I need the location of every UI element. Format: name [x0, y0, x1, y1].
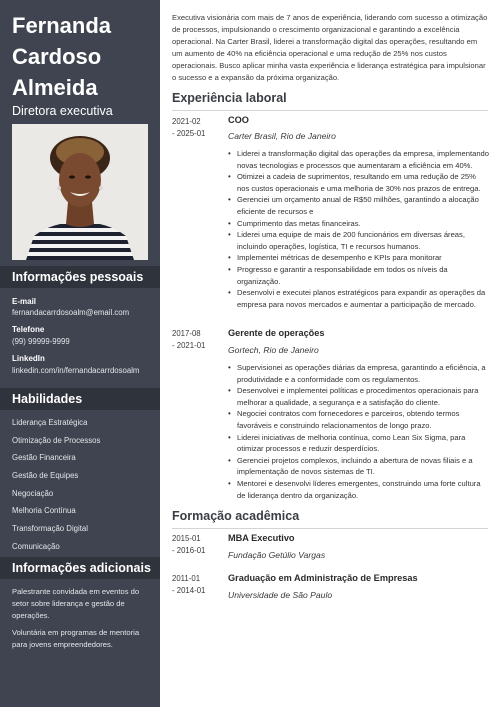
job-bullet: • Liderei iniciativas de melhoria contínua, como Lean Six Sigma, para otimizar processos e reduzir desperdícios. [228, 432, 490, 455]
email-label: E-mail [12, 297, 37, 306]
sidebar [0, 0, 160, 707]
job-title: Gerente de operações [228, 328, 325, 338]
name-line-1: Fernanda [12, 13, 112, 38]
skill-item: Comunicação [12, 542, 60, 551]
name-line-2: Cardoso [12, 44, 102, 69]
additional-info-heading: Informações adicionais [0, 557, 160, 579]
skill-item: Negociação [12, 489, 54, 498]
education-date-start: 2011-01 [172, 574, 201, 583]
name-line-3: Almeida [12, 75, 98, 100]
education-degree: MBA Executivo [228, 533, 295, 543]
job-dates [172, 328, 224, 352]
education-school: Universidade de São Paulo [228, 590, 333, 600]
job-date-end: - 2025-01 [172, 129, 206, 138]
job-bullet: • Negociei contratos com fornecedores e parceiros, obtendo termos favoráveis e construindo relacionamentos de longo prazo. [228, 408, 490, 431]
job-bullet: • Desenvolvi e executei planos estratégicos para expandir as operações da empresa para novos mercados e aumentar a participação de mercado. [228, 287, 490, 310]
job-bullet: • Mentorei e desenvolvi líderes emergentes, construindo uma forte cultura de liderança dentro da organização. [228, 478, 490, 501]
job-bullet: • Implementei métricas de desempenho e KPIs para monitorar [228, 252, 490, 264]
education-heading: Formação acadêmica [172, 509, 488, 529]
skill-item: Otimização de Processos [12, 436, 101, 445]
experience-heading: Experiência laboral [172, 91, 488, 111]
job-date-start: 2021-02 [172, 117, 201, 126]
job-company: Gortech, Rio de Janeiro [228, 345, 319, 355]
skill-item: Liderança Estratégica [12, 418, 88, 427]
education-dates [172, 573, 224, 597]
personal-info-heading: Informações pessoais [0, 266, 160, 288]
job-bullets [228, 148, 490, 310]
job-bullet: • Progresso e garantir a responsabilidade em todos os níveis da organização. [228, 264, 490, 287]
candidate-name [12, 10, 111, 103]
job-company: Carter Brasil, Rio de Janeiro [228, 131, 336, 141]
additional-info-item: Palestrante convidada em eventos do setor sobre liderança e gestão de operações. [12, 587, 140, 620]
skills-heading: Habilidades [0, 388, 160, 410]
education-school: Fundação Getúlio Vargas [228, 550, 326, 560]
skill-item: Melhoria Contínua [12, 506, 76, 515]
job-bullet: • Cumprimento das metas financeiras. [228, 218, 490, 230]
job-date-start: 2017-08 [172, 329, 201, 338]
skill-item: Transformação Digital [12, 524, 88, 533]
job-dates [172, 116, 224, 140]
skill-item: Gestão Financeira [12, 453, 76, 462]
profile-photo [12, 124, 148, 260]
job-bullet: • Liderei a transformação digital das operações da empresa, implementando novas tecnologias e processos que aumentaram a eficiência em 40%. [228, 148, 490, 171]
linkedin-value[interactable]: linkedin.com/in/fernandacarrdosoalm [12, 366, 140, 375]
additional-info-item: Voluntária em programas de mentoria para jovens empreendedores. [12, 628, 140, 649]
education-date-end: - 2014-01 [172, 586, 206, 595]
profile-summary: Executiva visionária com mais de 7 anos de experiência, liderando com sucesso a otimização de processos, impulsionando o crescimento organizacional e garantindo a excelência operacional. Na Carter Brasil, liderei a transformação digital das operações, resultando em um aumento de 40% na eficiência operacional e uma redução de 25% nos custos operacionais. Busco aplicar minha vasta experiência e liderança estratégica para impulsionar o sucesso e a expansão da próxima organização. [172, 13, 488, 82]
education-dates [172, 533, 224, 557]
job-bullet: • Desenvolvei e implementei políticas e procedimentos operacionais para melhorar a qualidade, a segurança e a satisfação do cliente. [228, 385, 490, 408]
job-bullet: • Supervisionei as operações diárias da empresa, garantindo a eficiência, a produtividade e a conformidade com os regulamentos. [228, 362, 490, 385]
skill-item: Gestão de Equipes [12, 471, 79, 480]
linkedin-label: LinkedIn [12, 354, 45, 363]
main-content [172, 0, 490, 707]
phone-value: (99) 99999-9999 [12, 337, 70, 346]
job-date-end: - 2021-01 [172, 341, 206, 350]
job-bullets [228, 362, 490, 501]
education-date-start: 2015-01 [172, 534, 201, 543]
job-bullet: • Otimizei a cadeia de suprimentos, resultando em uma redução de 25% nos custos operacionais e uma melhoria de 30% nos prazos de entrega. [228, 171, 490, 194]
job-title: COO [228, 115, 249, 125]
job-role: Diretora executiva [12, 104, 113, 118]
education-date-end: - 2016-01 [172, 546, 206, 555]
phone-label: Telefone [12, 325, 45, 334]
job-bullet: • Liderei uma equipe de mais de 200 funcionários em diversas áreas, incluindo operações, logística, TI e recursos humanos. [228, 229, 490, 252]
job-bullet: • Gerenciei um orçamento anual de R$50 milhões, garantindo a alocação eficiente de recursos e [228, 194, 490, 217]
email-value[interactable]: fernandacarrdosoalm@email.com [12, 308, 130, 317]
job-bullet: • Gerenciei projetos complexos, incluindo a abertura de novas filiais e a implementação de novos sistemas de TI. [228, 455, 490, 478]
education-degree: Graduação em Administração de Empresas [228, 573, 418, 583]
